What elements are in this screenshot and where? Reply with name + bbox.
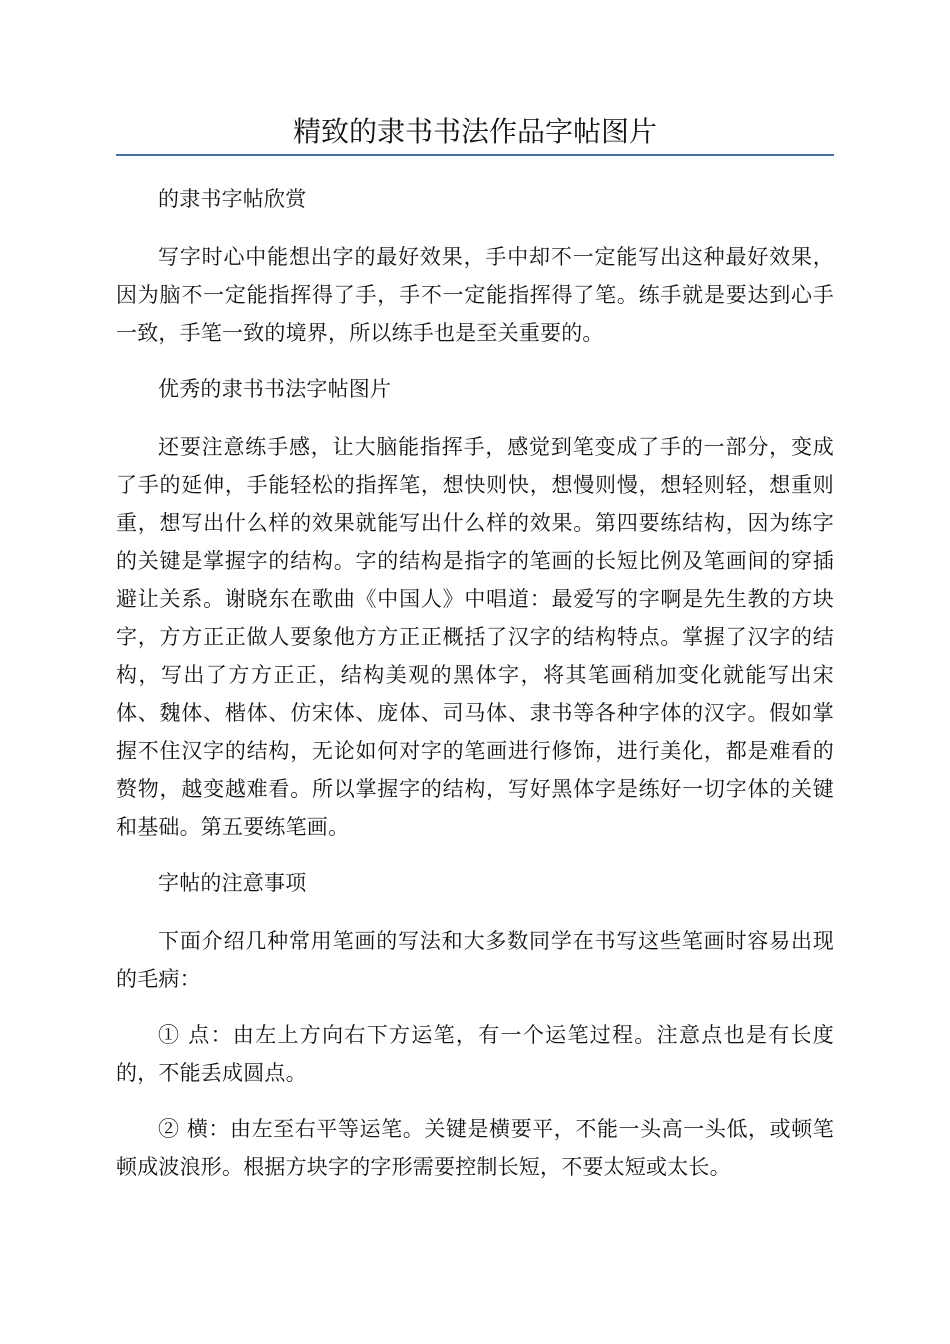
title-underline — [116, 154, 834, 156]
paragraph-stroke-dot: ① 点：由左上方向右下方运笔，有一个运笔过程。注意点也是有长度的，不能丢成圆点。 — [116, 1023, 834, 1085]
document-title: 精致的隶书书法作品字帖图片 — [292, 115, 657, 148]
document-page — [116, 112, 834, 1204]
section-heading-notes: 字帖的注意事项 — [158, 871, 307, 895]
paragraph-structure: 还要注意练手感，让大脑能指挥手，感觉到笔变成了手的一部分，变成了手的延伸，手能轻松的指挥笔，想快则快，想慢则慢，想轻则轻，想重则重，想写出什么样的效果就能写出什么样的效果。第四要练结构，因为练字的关键是掌握字的结构。字的结构是指字的笔画的长短比例及笔画间的穿插避让关系。谢晓东在歌曲《中国人》中唱道：最爱写的字啊是先生教的方块字，方方正正做人要象他方方正正概括了汉字的结构特点。掌握了汉字的结构，写出了方方正正，结构美观的黑体字，将其笔画稍加变化就能写出宋体、魏体、楷体、仿宋体、庞体、司马体、隶书等各种字体的汉字。假如掌握不住汉字的结构，无论如何对字的笔画进行修饰，进行美化，都是难看的赘物，越变越难看。所以掌握字的结构，写好黑体字是练好一切字体的关键和基础。第五要练笔画。 — [116, 435, 834, 839]
paragraph-strokes-intro: 下面介绍几种常用笔画的写法和大多数同学在书写这些笔画时容易出现的毛病： — [116, 929, 834, 991]
section-heading-appreciation: 的隶书字帖欣赏 — [158, 187, 307, 211]
section-heading-excellent-copybook: 优秀的隶书书法字帖图片 — [158, 377, 392, 401]
paragraph-stroke-horizontal: ② 横：由左至右平等运笔。关键是横要平，不能一头高一头低，或顿笔顿成波浪形。根据方块字的字形需要控制长短，不要太短或太长。 — [116, 1117, 834, 1179]
paragraph-hand-practice: 写字时心中能想出字的最好效果，手中却不一定能写出这种最好效果，因为脑不一定能指挥得了手，手不一定能指挥得了笔。练手就是要达到心手一致，手笔一致的境界，所以练手也是至关重要的。 — [116, 245, 834, 345]
